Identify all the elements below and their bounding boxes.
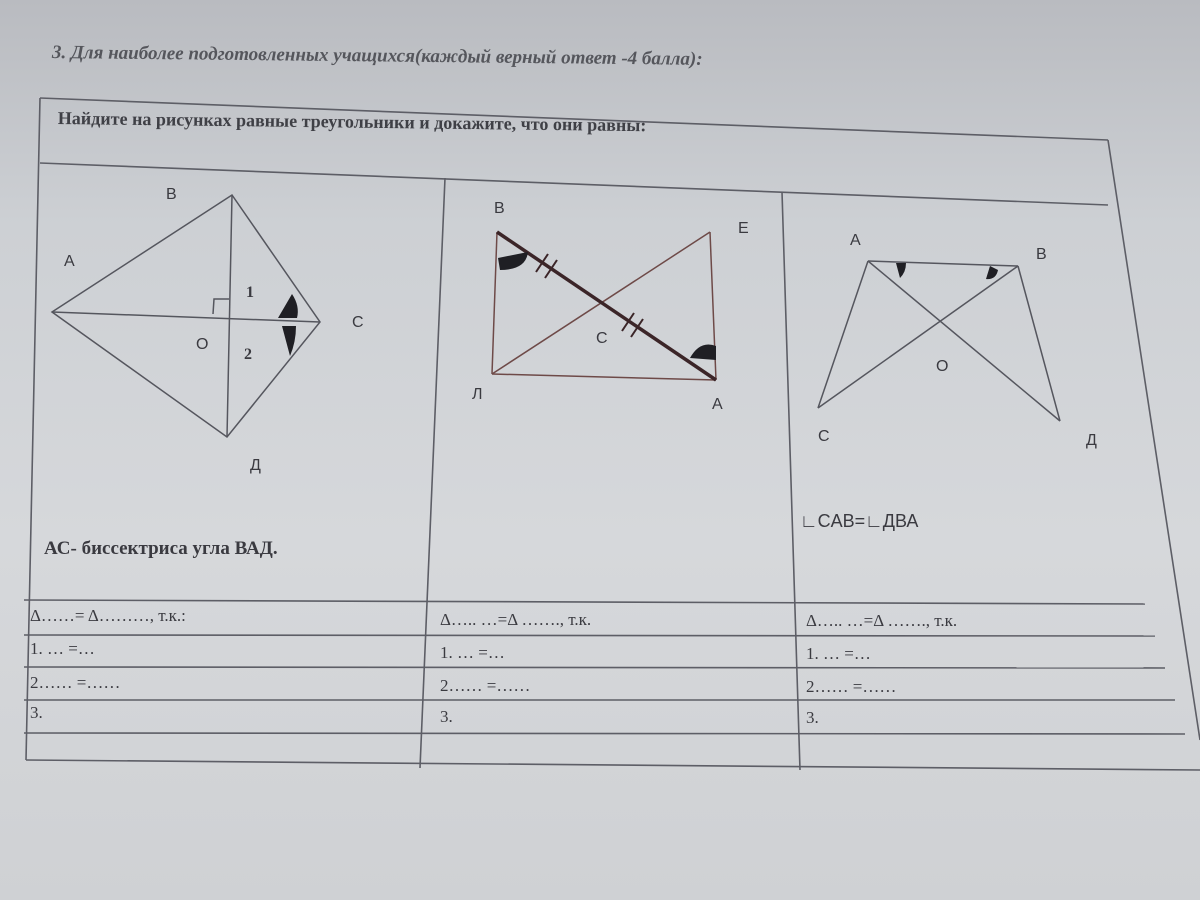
answer-row-4-col-2: 3. xyxy=(440,707,453,726)
answer-row-4-col-1: 3. xyxy=(30,703,43,722)
answer-row-1-col-1: Δ……= Δ………, т.к.: xyxy=(30,606,186,625)
fig2-angle-b-mark xyxy=(498,252,528,270)
answer-row-3-col-2: 2…… =…… xyxy=(440,676,531,695)
fig2-label-l: Л xyxy=(472,386,483,403)
fig1-label-angle2: 2 xyxy=(244,346,252,363)
fig1-note: АС- биссектриса угла ВАД. xyxy=(44,538,278,559)
fig1-label-c: С xyxy=(352,314,364,331)
answer-row-1-col-3: Δ….. …=Δ ……., т.к. xyxy=(806,611,958,630)
answer-row-2-col-2: 1. … =… xyxy=(440,643,505,662)
task-heading: 3. Для наиболее подготовленных учащихся(каждый верный ответ -4 балла): xyxy=(51,42,703,70)
fig3-label-o: О xyxy=(936,358,949,375)
fig3-diagonal-ad xyxy=(868,261,1060,421)
fig3-diagonal-bc xyxy=(818,266,1018,408)
fig1-label-o: О xyxy=(196,336,209,353)
fig1-angle2-mark xyxy=(282,326,296,356)
fig2-label-c: С xyxy=(596,330,608,347)
fig1-label-a: А xyxy=(64,253,75,270)
fig3-label-a: А xyxy=(850,232,861,249)
answer-row-4-col-3: 3. xyxy=(806,708,819,727)
fig3-segment-bd xyxy=(1018,266,1060,421)
answer-row-2-col-1: 1. … =… xyxy=(30,639,95,658)
fig1-label-d: Д xyxy=(250,457,261,474)
instruction-text: Найдите на рисунках равные треугольники и докажите, что они равны: xyxy=(57,108,647,136)
fig3-label-b: В xyxy=(1036,246,1047,263)
fig3-label-c: С xyxy=(818,428,830,445)
fig3-segment-ac xyxy=(818,261,868,408)
fig1-label-b: В xyxy=(166,186,177,203)
fig3-segment-ab xyxy=(868,261,1018,266)
fig2-label-e: Е xyxy=(738,220,749,237)
fig1-angle1-mark xyxy=(278,294,298,318)
fig3-angle-a-mark xyxy=(896,263,906,278)
fig3-label-d: Д xyxy=(1086,432,1097,449)
answer-row-3-col-3: 2…… =…… xyxy=(806,677,897,696)
answer-row-2-col-3: 1. … =… xyxy=(806,644,871,663)
fig2-segment-bl xyxy=(492,232,497,374)
fig2-angle-a-mark xyxy=(690,345,716,361)
fig2-segment-la xyxy=(492,374,716,380)
fig2-segment-ba xyxy=(497,232,716,380)
answer-row-1-col-2: Δ….. …=Δ ……., т.к. xyxy=(440,610,592,629)
answer-row-3-col-1: 2…… =…… xyxy=(30,673,121,692)
fig3-note: ∟CAB=∟ДВА xyxy=(800,511,919,531)
fig1-diagonal-bd xyxy=(227,195,232,437)
fig2-label-a: А xyxy=(712,396,723,413)
fig2-label-b: В xyxy=(494,200,505,217)
fig1-label-angle1: 1 xyxy=(246,284,254,301)
fig1-right-angle-mark xyxy=(213,299,229,314)
figure-3-diagram xyxy=(818,261,1060,421)
fig3-angle-b-mark xyxy=(986,266,998,279)
